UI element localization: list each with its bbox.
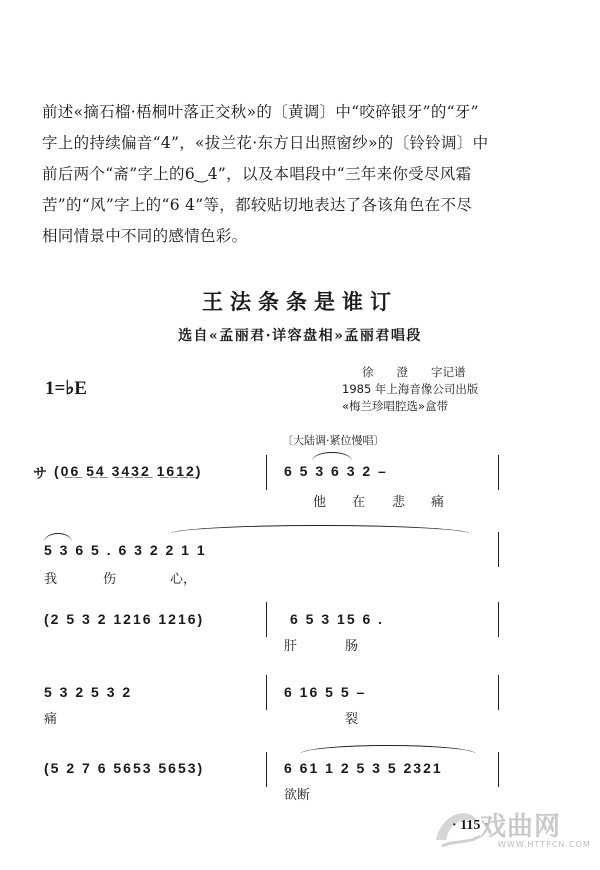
- score-row-2-melody: 5 3 6 5 . 6 3 2 2 1 1: [44, 542, 207, 558]
- lyric: 心，: [170, 572, 197, 587]
- barline: [266, 675, 267, 710]
- watermark-text: 戏曲网: [480, 812, 562, 842]
- score-row-3-melody: 6 5 3 15 6 .: [290, 611, 385, 627]
- barline: [266, 752, 267, 787]
- credit-line: 徐 澄 字记谱: [362, 365, 466, 379]
- score-row-5-interlude: (5 2 7 6 5653 5653): [44, 760, 205, 776]
- credit-line: «梅兰珍唱腔选»盒带: [342, 399, 449, 413]
- lyric: 在: [352, 495, 366, 510]
- song-title: 王法条条是谁订: [202, 289, 398, 314]
- lyric: 痛: [44, 712, 58, 727]
- score-row-1-intro: (0̲6̲ 5̲4̲ 3̲4̲3̲2̲ 1̲6̲1̲2̲): [54, 463, 203, 479]
- slur: [44, 533, 72, 542]
- intro-paragraph: [42, 97, 562, 252]
- score-row-4-melody-cont: 6 16 5 5 –: [284, 684, 367, 700]
- lyric: 肠: [345, 639, 359, 654]
- lyric: 肝: [284, 639, 298, 654]
- intro-line: 苦”的“风”字上的“6 4”等，都较贴切地表达了各该角色在不尽: [42, 196, 473, 214]
- score-row-1-melody: 6 5 3 6 3 2 –: [284, 463, 388, 479]
- score-row-4-melody: 5 3 2 5 3 2: [44, 684, 133, 700]
- lyric: 我: [44, 572, 58, 587]
- barline: [498, 675, 499, 710]
- free-meter-mark: サ: [33, 465, 49, 481]
- key-signature: 1=♭E: [45, 378, 87, 399]
- intro-line: 前述«摘石榴·梧桐叶落正交秋»的〔黄调〕中“咬碎银牙”的“牙”: [42, 103, 479, 121]
- lyric: 裂: [345, 712, 359, 727]
- barline: [498, 602, 499, 637]
- lyric: 伤: [103, 572, 117, 587]
- score-row-3-interlude: (2 5 3 2 1216 1216): [44, 611, 205, 627]
- credits: [342, 364, 478, 415]
- slur: [300, 745, 476, 754]
- barline: [498, 752, 499, 787]
- barline: [266, 455, 267, 490]
- song-subtitle: 选自«孟丽君·详容盘相»孟丽君唱段: [178, 328, 422, 344]
- intro-line: 字上的持续偏音“4”，«拔兰花·东方日出照窗纱»的〔铃铃调〕中: [42, 134, 489, 152]
- slur: [312, 452, 352, 461]
- slur: [170, 525, 470, 534]
- barline: [266, 602, 267, 637]
- score-row-5-melody: 6 61 1 2 5 3 5 2321: [284, 760, 443, 776]
- intro-line: 相同情景中不同的感情色彩。: [42, 227, 248, 245]
- barline: [498, 455, 499, 490]
- credit-line: 1985 年上海音像公司出版: [342, 382, 479, 396]
- lyric: 欲断: [284, 788, 311, 803]
- lyric: 悲: [392, 495, 406, 510]
- lyric: 他: [313, 495, 327, 510]
- page-number: · 115 ·: [452, 818, 489, 833]
- tempo-marking: 〔大陆调·紧位慢唱〕: [282, 434, 385, 447]
- barline: [498, 532, 499, 567]
- intro-line: 前后两个“斋”字上的6‿4”，以及本唱段中“三年来你受尽风霜: [42, 165, 472, 183]
- lyric: 痛: [431, 495, 445, 510]
- watermark-url: WWW.HTTPCN.COM: [498, 840, 591, 849]
